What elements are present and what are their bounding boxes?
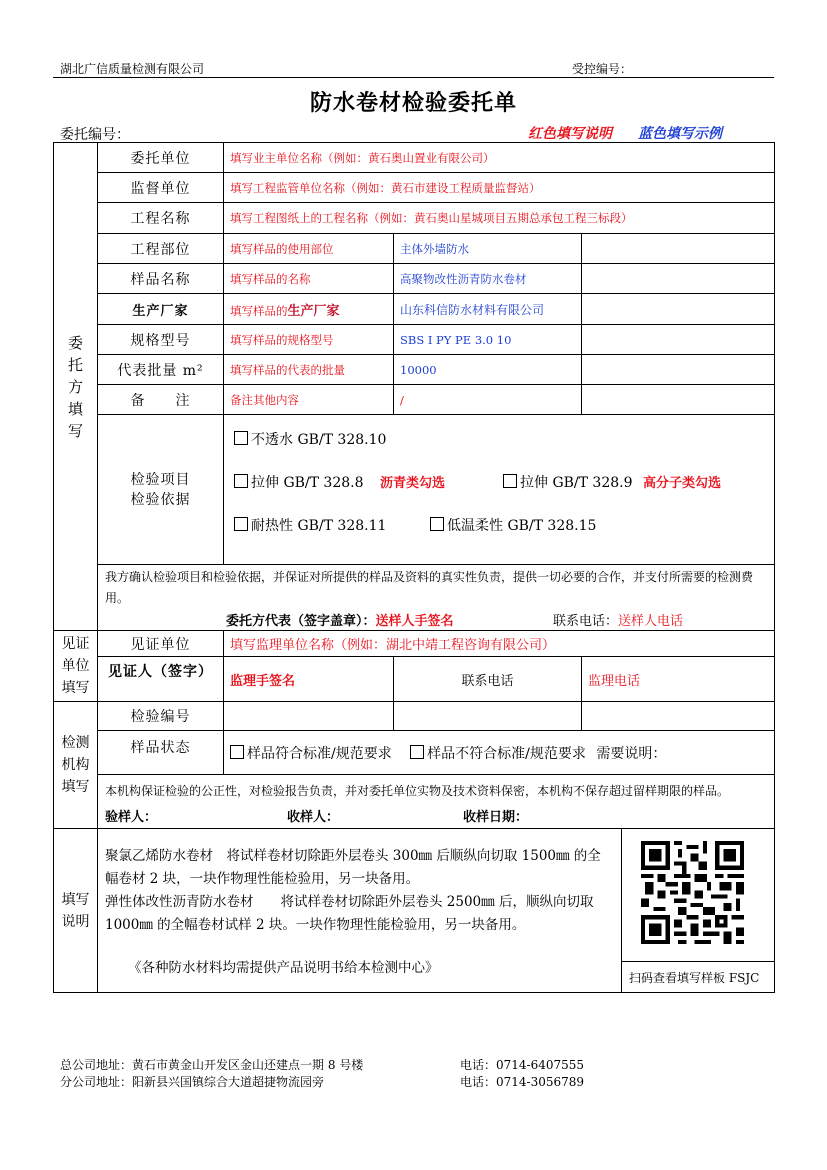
sample-extra-cell[interactable] [582, 264, 775, 294]
receiver-field[interactable]: 收样人： [287, 810, 340, 825]
sample-name-input[interactable]: 高聚物改性沥青防水卷材 [394, 264, 582, 294]
label-maker: 生产厂家 [98, 294, 224, 325]
remark-hint: 备注其他内容 [224, 385, 394, 415]
rep-phone[interactable]: 联系电话：送样人电话 [553, 614, 684, 629]
label-sample-state: 样品状态 [98, 731, 224, 775]
entrust-form [53, 142, 775, 993]
qr-divider [622, 961, 774, 962]
hq-address: 总公司地址：黄石市黄金山开发区金山还建点一期 8 号楼 [60, 1058, 364, 1072]
entrust-party-side-label: 委托方填写 [54, 143, 98, 631]
maker-hint: 填写样品的生产厂家 [224, 294, 394, 325]
checkbox-icon[interactable] [230, 745, 244, 759]
legend-red: 红色填写说明 [528, 126, 612, 142]
header-rule [53, 77, 774, 78]
project-name-input[interactable]: 填写工程图纸上的工程名称（例如：黄石奥山星城项目五期总承包工程三标段） [224, 203, 775, 234]
checkbox-icon[interactable] [503, 474, 517, 488]
instruction-line-1: 聚氯乙烯防水卷材 将试样卷材切除距外层卷头 300㎜ 后顺纵向切取 1500㎜ 的全 [105, 848, 601, 864]
sample-hint: 填写样品的名称 [224, 264, 394, 294]
batch-hint: 填写样品的代表的批量 [224, 355, 394, 385]
lab-guarantee-cell [98, 775, 775, 829]
checkbox-icon[interactable] [410, 745, 424, 759]
remark-extra-cell[interactable] [582, 385, 775, 415]
hq-phone: 电话：0714-6407555 [460, 1058, 585, 1072]
lab-no-extra-1[interactable] [394, 702, 582, 731]
part-input[interactable]: 主体外墙防水 [394, 234, 582, 264]
state-note: 需要说明： [596, 745, 667, 762]
remark-input[interactable]: / [394, 385, 582, 415]
supervise-unit-input[interactable]: 填写工程监管单位名称（例如：黄石市建设工程质量监督站） [224, 173, 775, 203]
witness-side-label: 见证单位填写 [54, 631, 98, 702]
instructions-side-label: 填写说明 [54, 829, 98, 993]
branch-phone: 电话：0714-3056789 [460, 1075, 585, 1089]
spec-extra-cell[interactable] [582, 325, 775, 355]
test-option-heat[interactable]: 耐热性 GB/T 328.11 [234, 515, 386, 535]
receive-date-field[interactable]: 收样日期： [463, 810, 529, 825]
label-remark: 备 注 [98, 385, 224, 415]
control-number: 受控编号： [572, 62, 633, 76]
spec-hint: 填写样品的规格型号 [224, 325, 394, 355]
maker-extra-cell[interactable] [582, 294, 775, 325]
instruction-line-4: 1000㎜ 的全幅卷材试样 2 块。一块作物理性能检验用，另一块备用。 [105, 917, 526, 933]
confirm-text: 我方确认检验项目和检验依据，并保证对所提供的样品及资料的真实性负责，提供一切必要的合作，并支付所需要的检测费用。 [105, 570, 754, 605]
label-sample: 样品名称 [98, 264, 224, 294]
label-test-items: 检验项目 检验依据 [98, 415, 224, 565]
company-name: 湖北广信质量检测有限公司 [60, 62, 205, 76]
page-title: 防水卷材检验委托单 [309, 90, 517, 116]
label-witness-phone: 联系电话 [394, 657, 582, 702]
lab-no-extra-2[interactable] [582, 702, 775, 731]
label-spec: 规格型号 [98, 325, 224, 355]
label-batch: 代表批量 m² [98, 355, 224, 385]
qr-code-icon[interactable] [641, 841, 744, 944]
checkbox-icon[interactable] [430, 517, 444, 531]
test-option-tensile-polymer[interactable]: 拉伸 GB/T 328.9 高分子类勾选 [503, 472, 721, 492]
guarantee-text: 本机构保证检验的公正性，对检验报告负责，并对委托单位实物及技术资料保密，本机构不保存超过留样期限的样品。 [105, 784, 730, 798]
confirm-cell [98, 565, 775, 631]
part-hint: 填写样品的使用部位 [224, 234, 394, 264]
label-unit: 委托单位 [98, 143, 224, 173]
checker-field[interactable]: 验样人： [105, 810, 158, 825]
label-witness-unit: 见证单位 [98, 631, 224, 657]
spec-input[interactable]: SBS I PY PE 3.0 10 [394, 325, 582, 355]
checkbox-icon[interactable] [234, 431, 248, 445]
instruction-line-3: 弹性体改性沥青防水卷材 将试样卷材切除距外层卷头 2500㎜ 后，顺纵向切取 [105, 894, 594, 910]
legend-blue: 蓝色填写示例 [638, 126, 722, 142]
test-option-tensile-asphalt[interactable]: 拉伸 GB/T 328.8 沥青类勾选 [234, 472, 445, 492]
test-option-water[interactable]: 不透水 GB/T 328.10 [234, 429, 386, 449]
checkbox-icon[interactable] [234, 517, 248, 531]
state-ok-option[interactable]: 样品符合标准/规范要求 [230, 746, 392, 762]
test-items-cell [224, 415, 775, 565]
label-part: 工程部位 [98, 234, 224, 264]
part-extra-cell[interactable] [582, 234, 775, 264]
witness-unit-input[interactable]: 填写监理单位名称（例如：湖北中靖工程咨询有限公司） [224, 631, 775, 657]
instruction-line-2: 幅卷材 2 块，一块作物理性能检验用，另一块备用。 [105, 871, 420, 887]
lab-side-label: 检测机构填写 [54, 702, 98, 829]
state-bad-option[interactable]: 样品不符合标准/规范要求 [410, 746, 586, 762]
qr-cell [622, 829, 775, 993]
label-lab-no: 检验编号 [98, 702, 224, 731]
qr-caption: 扫码查看填写样板 FSJC [629, 971, 760, 985]
entrust-number: 委托编号： [60, 127, 130, 143]
maker-input[interactable]: 山东科信防水材料有限公司 [394, 294, 582, 325]
label-project: 工程名称 [98, 203, 224, 234]
witness-phone-input[interactable]: 监理电话 [582, 657, 775, 702]
instructions-text-cell [98, 829, 622, 993]
entrust-unit-input[interactable]: 填写业主单位名称（例如：黄石奥山置业有限公司） [224, 143, 775, 173]
label-supervise: 监督单位 [98, 173, 224, 203]
label-witness-person: 见证人（签字） [98, 657, 224, 702]
checkbox-icon[interactable] [234, 474, 248, 488]
rep-signature[interactable]: 委托方代表（签字盖章）：送样人手签名 [226, 614, 454, 629]
witness-person-input[interactable]: 监理手签名 [224, 657, 394, 702]
lab-no-input[interactable] [224, 702, 394, 731]
batch-input[interactable]: 10000 [394, 355, 582, 385]
batch-extra-cell[interactable] [582, 355, 775, 385]
instruction-line-5: 《各种防水材料均需提供产品说明书给本检测中心》 [128, 960, 439, 976]
branch-address: 分公司地址：阳新县兴国镇综合大道超捷物流园旁 [60, 1075, 325, 1089]
sample-state-cell [224, 731, 775, 775]
test-option-low-temp[interactable]: 低温柔性 GB/T 328.15 [430, 515, 596, 535]
